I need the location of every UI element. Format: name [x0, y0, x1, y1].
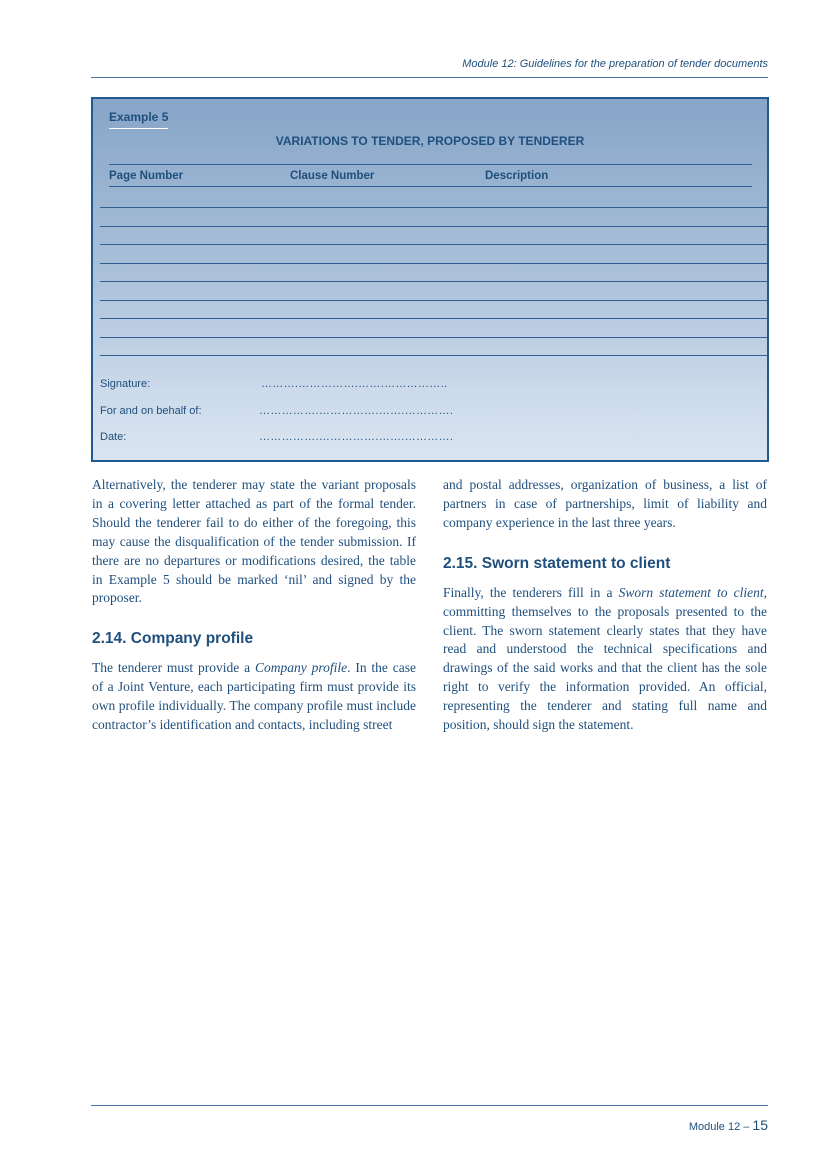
- example-5-box: [91, 97, 769, 462]
- behalf-line: …………….…………….…….………….: [259, 405, 454, 417]
- table-row-line: [100, 337, 767, 338]
- page-number: 15: [752, 1117, 768, 1133]
- column-header-clause-number: Clause Number: [290, 170, 375, 182]
- date-line: …………….…………….…….………….: [259, 431, 454, 443]
- term-company-profile: Company profile: [254, 660, 348, 676]
- paragraph: and postal addresses, organization of business, a list of partners in case of partnerships, limit of liability and company experience in the last three years.: [443, 477, 767, 530]
- table-row-line: [100, 263, 767, 264]
- example-label: Example 5: [109, 110, 168, 129]
- table-row-line: [100, 226, 767, 227]
- table-row-line: [100, 355, 767, 356]
- table-row-line: [100, 244, 767, 245]
- paragraph: The tenderer must provide a Company profile. In the case of a Joint Venture, each participating firm must provide its own profile individually. The company profile must include contractor’s identification and contacts, including street: [92, 660, 417, 733]
- header-bottom-line: [109, 186, 752, 187]
- section-heading-company-profile: 2.14. Company profile: [92, 630, 254, 648]
- column-header-description: Description: [485, 170, 549, 182]
- paragraph: Alternatively, the tenderer may state the variant proposals in a covering letter attached as part of the formal tender. Should the tenderer fail to do either of the foregoing, this may cause the disqualification of the tender submission. If there are no departures or modifications desired, the table in Example 5 should be marked ‘nil’ and signed by the proposer.: [92, 477, 416, 606]
- paragraph: Finally, the tenderers fill in a Sworn statement to client, committing themselves to the proposals presented to the client. The sworn statement clearly states that they have read and understood the technical specifications and drawings of the said works and that the client has the sole right to verify the information provided. An official, representing the tenderer and stating full name and position, should sign the statement.: [443, 584, 767, 733]
- term-sworn-statement: Sworn statement to client: [618, 584, 764, 600]
- header-rule: [91, 77, 768, 78]
- date-label: Date:: [100, 431, 127, 443]
- left-column: [92, 476, 416, 735]
- section-heading-sworn-statement: 2.15. Sworn statement to client: [443, 554, 671, 572]
- example-title: VARIATIONS TO TENDER, PROPOSED BY TENDERER: [275, 134, 585, 148]
- table-row-line: [100, 318, 767, 319]
- signature-label: Signature:: [100, 378, 151, 390]
- column-header-page-number: Page Number: [109, 170, 184, 182]
- table-row-line: [100, 281, 767, 282]
- behalf-label: For and on behalf of:: [100, 405, 202, 417]
- signature-line: ……….…………….…….……………..: [261, 378, 448, 390]
- right-column: [443, 476, 767, 735]
- footer-rule: [91, 1105, 768, 1106]
- table-row-line: [100, 300, 767, 301]
- table-row-line: [100, 207, 767, 208]
- running-header: Module 12: Guidelines for the preparation of tender documents: [462, 58, 768, 70]
- header-top-line: [109, 164, 752, 165]
- page-footer: Module 12 – 15: [688, 1117, 768, 1133]
